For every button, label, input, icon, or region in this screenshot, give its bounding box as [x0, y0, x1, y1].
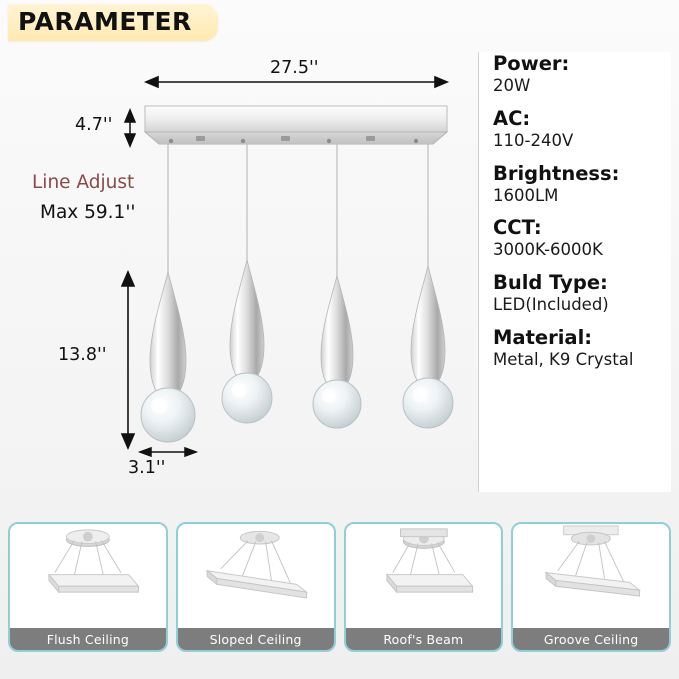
spec-value: 3000K-6000K — [493, 240, 603, 260]
product-illustration — [0, 40, 478, 510]
banner-title: PARAMETER — [18, 7, 192, 36]
depth-dimension-label: 4.7'' — [75, 115, 113, 135]
roofs-beam-illustration — [346, 524, 502, 608]
spec-item-material — [479, 326, 671, 370]
spec-item-brightness — [479, 162, 671, 206]
spec-value: LED(Included) — [493, 295, 609, 315]
ball-width-dimension-label: 3.1'' — [128, 458, 166, 478]
width-dimension-arrow — [146, 77, 447, 87]
parameter-banner — [8, 4, 218, 41]
mounting-card-flush-ceiling — [8, 522, 168, 652]
spec-value: 20W — [493, 76, 531, 95]
mounting-card-roofs-beam — [344, 522, 504, 652]
pendant-lamp-1 — [141, 272, 195, 442]
spec-key: Power: — [493, 52, 570, 75]
fixture-diagram — [0, 40, 478, 510]
spec-key: Brightness: — [493, 161, 620, 185]
drop-height-dimension-label: 13.8'' — [58, 345, 107, 365]
mounting-card-caption: Roof's Beam — [346, 628, 502, 650]
specification-panel — [478, 52, 671, 492]
mounting-card-caption: Sloped Ceiling — [178, 628, 334, 650]
pendant-lamp-2 — [222, 260, 272, 423]
mounting-options — [0, 522, 679, 652]
mounting-card-caption: Groove Ceiling — [513, 628, 669, 650]
depth-dimension-arrow — [125, 110, 135, 146]
sloped-ceiling-illustration — [178, 524, 334, 608]
spec-key: Buld Type: — [493, 271, 608, 295]
spec-value: 110-240V — [493, 130, 574, 150]
spec-key: CCT: — [493, 216, 542, 240]
pendant-lamp-3 — [313, 276, 361, 428]
flush-ceiling-illustration — [10, 524, 166, 608]
spec-key: Material: — [493, 325, 593, 349]
spec-item-ac — [479, 107, 671, 151]
suspension-cables — [168, 144, 428, 278]
spec-value: Metal, K9 Crystal — [493, 349, 634, 369]
mounting-card-caption: Flush Ceiling — [10, 628, 166, 650]
line-adjust-value: Max 59.1'' — [40, 202, 136, 223]
mounting-card-groove-ceiling — [511, 522, 671, 652]
drop-height-dimension-arrow — [122, 272, 134, 448]
pendant-lamp-4 — [403, 266, 453, 428]
width-dimension-label: 27.5'' — [270, 58, 319, 78]
spec-key: AC: — [493, 106, 531, 130]
spec-value: 1600LM — [493, 185, 559, 205]
ball-width-dimension-arrow — [140, 448, 196, 456]
spec-item-power — [479, 52, 671, 96]
mounting-card-sloped-ceiling — [176, 522, 336, 652]
line-adjust-label: Line Adjust — [32, 172, 135, 193]
spec-item-cct — [479, 216, 671, 260]
spec-item-bulb-type — [479, 271, 671, 315]
ceiling-plate — [145, 106, 447, 144]
groove-ceiling-illustration — [513, 524, 669, 608]
